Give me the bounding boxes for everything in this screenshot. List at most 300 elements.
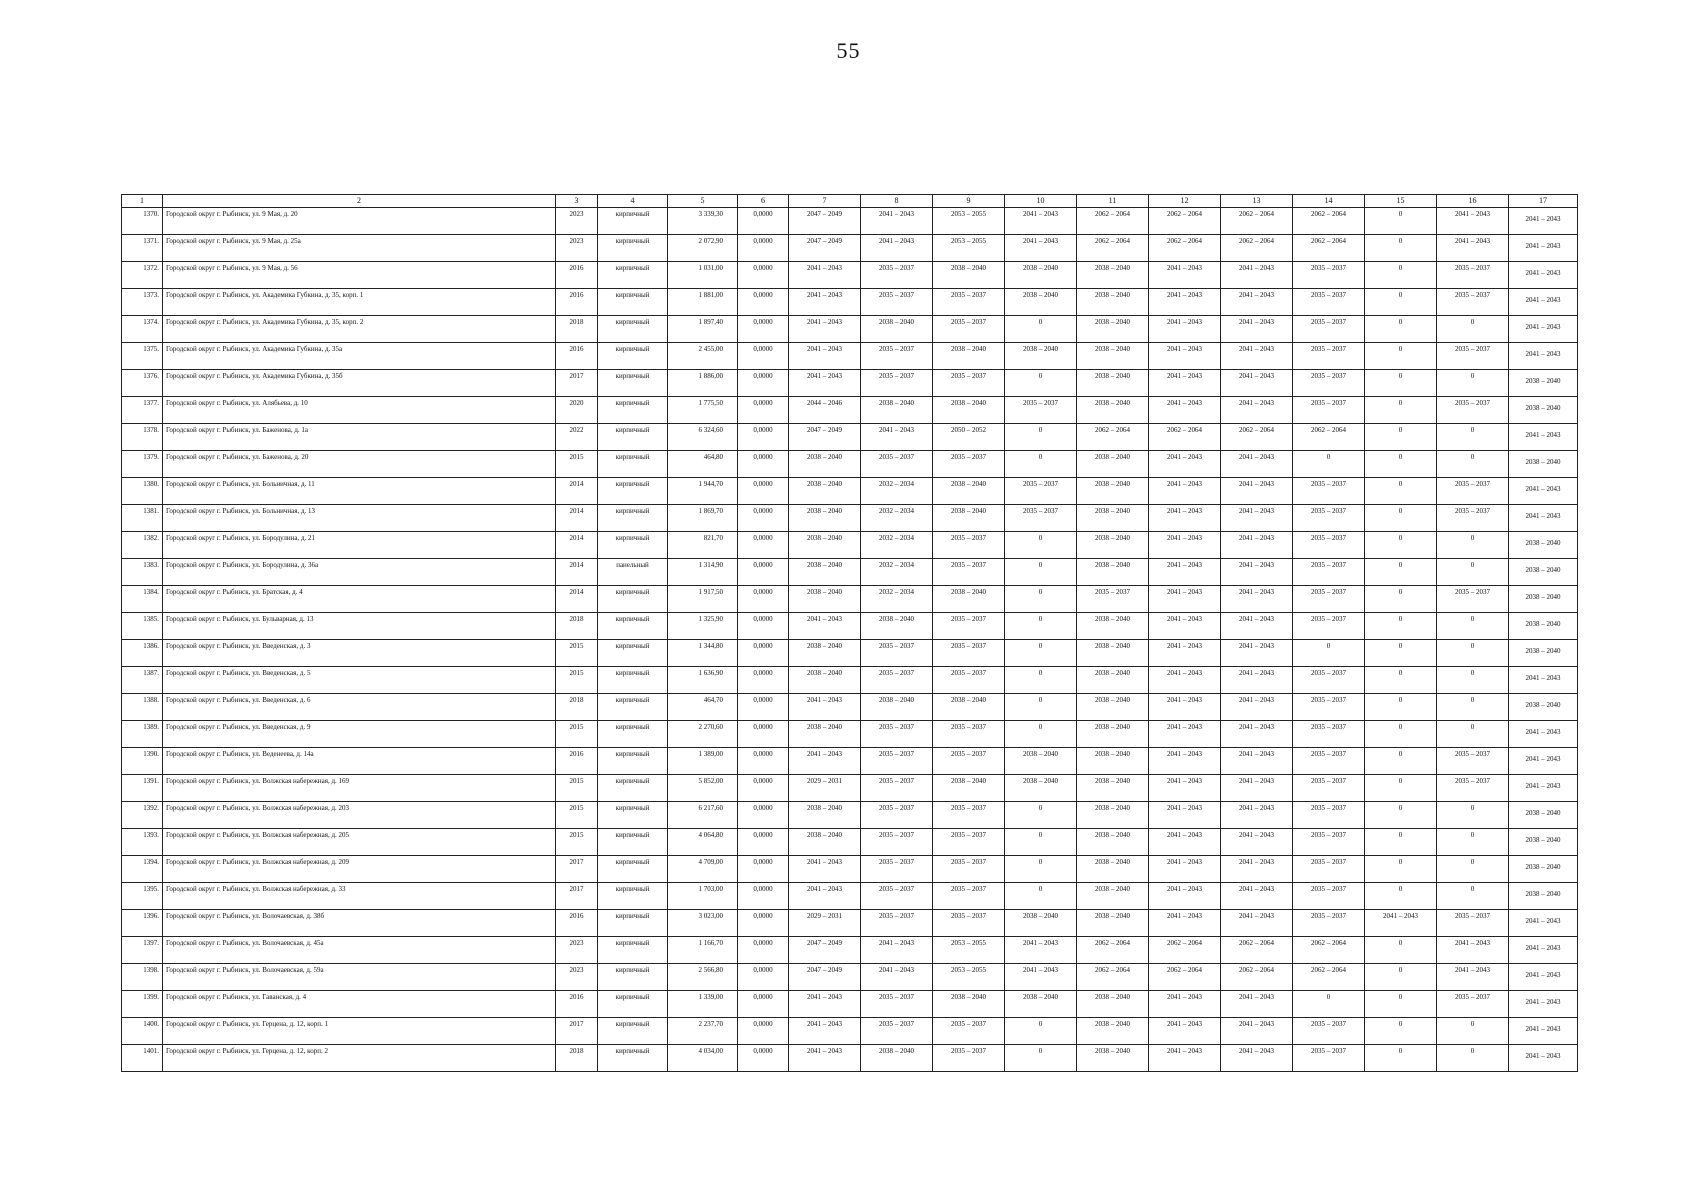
- col-15-cell: 0: [1365, 1018, 1437, 1045]
- address-cell: Городской округ г. Рыбинск, ул. Больничная, д. 11: [163, 478, 556, 505]
- wall-material-cell: кирпичный: [598, 613, 668, 640]
- col-11-cell: 2038 – 2040: [1077, 316, 1149, 343]
- year-cell: 2015: [556, 640, 598, 667]
- housing-schedule-table-container: [121, 194, 1578, 1072]
- col-16-cell: 0: [1437, 370, 1509, 397]
- col-6-cell: 0,0000: [738, 667, 789, 694]
- col-8-cell: 2035 – 2037: [861, 829, 933, 856]
- row-number-cell: 1376.: [122, 370, 163, 397]
- column-header-5: 5: [668, 195, 738, 208]
- address-cell: Городской округ г. Рыбинск, ул. Волжская набережная, д. 33: [163, 883, 556, 910]
- area-cell: 1 944,70: [668, 478, 738, 505]
- col-17-cell: 2041 – 2043: [1509, 235, 1578, 262]
- col-10-cell: 0: [1005, 424, 1077, 451]
- col-13-cell: 2062 – 2064: [1221, 424, 1293, 451]
- col-10-cell: 0: [1005, 640, 1077, 667]
- col-14-cell: 2035 – 2037: [1293, 883, 1365, 910]
- col-9-cell: 2035 – 2037: [933, 856, 1005, 883]
- table-row: [122, 343, 1578, 370]
- wall-material-cell: кирпичный: [598, 478, 668, 505]
- col-17-cell: 2038 – 2040: [1509, 829, 1578, 856]
- col-14-cell: 2035 – 2037: [1293, 586, 1365, 613]
- col-8-cell: 2035 – 2037: [861, 1018, 933, 1045]
- col-12-cell: 2041 – 2043: [1149, 748, 1221, 775]
- wall-material-cell: кирпичный: [598, 316, 668, 343]
- row-number-cell: 1387.: [122, 667, 163, 694]
- col-8-cell: 2041 – 2043: [861, 937, 933, 964]
- col-9-cell: 2035 – 2037: [933, 451, 1005, 478]
- col-16-cell: 2035 – 2037: [1437, 397, 1509, 424]
- col-9-cell: 2038 – 2040: [933, 775, 1005, 802]
- col-15-cell: 0: [1365, 991, 1437, 1018]
- row-number-cell: 1392.: [122, 802, 163, 829]
- col-8-cell: 2038 – 2040: [861, 316, 933, 343]
- area-cell: 821,70: [668, 532, 738, 559]
- wall-material-cell: кирпичный: [598, 964, 668, 991]
- col-9-cell: 2035 – 2037: [933, 721, 1005, 748]
- col-15-cell: 0: [1365, 640, 1437, 667]
- area-cell: 1 881,00: [668, 289, 738, 316]
- row-number-cell: 1372.: [122, 262, 163, 289]
- col-13-cell: 2041 – 2043: [1221, 721, 1293, 748]
- col-7-cell: 2038 – 2040: [789, 505, 861, 532]
- col-7-cell: 2038 – 2040: [789, 478, 861, 505]
- col-14-cell: 2035 – 2037: [1293, 775, 1365, 802]
- col-11-cell: 2038 – 2040: [1077, 829, 1149, 856]
- col-6-cell: 0,0000: [738, 910, 789, 937]
- row-number-cell: 1384.: [122, 586, 163, 613]
- area-cell: 2 270,60: [668, 721, 738, 748]
- wall-material-cell: кирпичный: [598, 505, 668, 532]
- table-row: [122, 586, 1578, 613]
- col-10-cell: 2035 – 2037: [1005, 397, 1077, 424]
- col-9-cell: 2038 – 2040: [933, 991, 1005, 1018]
- col-16-cell: 2035 – 2037: [1437, 775, 1509, 802]
- col-12-cell: 2062 – 2064: [1149, 424, 1221, 451]
- col-11-cell: 2038 – 2040: [1077, 721, 1149, 748]
- col-7-cell: 2038 – 2040: [789, 802, 861, 829]
- col-17-cell: 2038 – 2040: [1509, 802, 1578, 829]
- address-cell: Городской округ г. Рыбинск, ул. Академика Губкина, д. 35а: [163, 343, 556, 370]
- col-14-cell: 2062 – 2064: [1293, 208, 1365, 235]
- col-6-cell: 0,0000: [738, 505, 789, 532]
- col-16-cell: 2035 – 2037: [1437, 289, 1509, 316]
- area-cell: 4 034,00: [668, 1045, 738, 1072]
- col-8-cell: 2038 – 2040: [861, 1045, 933, 1072]
- column-header-3: 3: [556, 195, 598, 208]
- col-9-cell: 2038 – 2040: [933, 586, 1005, 613]
- address-cell: Городской округ г. Рыбинск, ул. Баженова, д. 20: [163, 451, 556, 478]
- col-12-cell: 2041 – 2043: [1149, 991, 1221, 1018]
- col-9-cell: 2035 – 2037: [933, 802, 1005, 829]
- col-7-cell: 2041 – 2043: [789, 748, 861, 775]
- col-8-cell: 2035 – 2037: [861, 748, 933, 775]
- table-row: [122, 694, 1578, 721]
- area-cell: 1 897,40: [668, 316, 738, 343]
- col-16-cell: 0: [1437, 316, 1509, 343]
- col-7-cell: 2041 – 2043: [789, 694, 861, 721]
- col-7-cell: 2038 – 2040: [789, 721, 861, 748]
- col-6-cell: 0,0000: [738, 316, 789, 343]
- col-7-cell: 2041 – 2043: [789, 613, 861, 640]
- address-cell: Городской округ г. Рыбинск, ул. Волжская набережная, д. 205: [163, 829, 556, 856]
- year-cell: 2016: [556, 289, 598, 316]
- col-11-cell: 2038 – 2040: [1077, 640, 1149, 667]
- row-number-cell: 1398.: [122, 964, 163, 991]
- area-cell: 2 566,80: [668, 964, 738, 991]
- year-cell: 2015: [556, 829, 598, 856]
- col-8-cell: 2038 – 2040: [861, 613, 933, 640]
- col-11-cell: 2038 – 2040: [1077, 289, 1149, 316]
- col-9-cell: 2035 – 2037: [933, 532, 1005, 559]
- year-cell: 2016: [556, 910, 598, 937]
- row-number-cell: 1375.: [122, 343, 163, 370]
- row-number-cell: 1395.: [122, 883, 163, 910]
- col-11-cell: 2038 – 2040: [1077, 694, 1149, 721]
- col-14-cell: 2035 – 2037: [1293, 694, 1365, 721]
- col-7-cell: 2041 – 2043: [789, 883, 861, 910]
- row-number-cell: 1389.: [122, 721, 163, 748]
- table-row: [122, 208, 1578, 235]
- col-14-cell: 2035 – 2037: [1293, 397, 1365, 424]
- col-7-cell: 2038 – 2040: [789, 451, 861, 478]
- area-cell: 1 703,00: [668, 883, 738, 910]
- col-11-cell: 2038 – 2040: [1077, 532, 1149, 559]
- col-15-cell: 0: [1365, 451, 1437, 478]
- col-7-cell: 2041 – 2043: [789, 316, 861, 343]
- col-7-cell: 2047 – 2049: [789, 208, 861, 235]
- col-6-cell: 0,0000: [738, 208, 789, 235]
- wall-material-cell: кирпичный: [598, 343, 668, 370]
- col-14-cell: 2062 – 2064: [1293, 235, 1365, 262]
- col-6-cell: 0,0000: [738, 424, 789, 451]
- row-number-cell: 1391.: [122, 775, 163, 802]
- housing-schedule-table: [121, 194, 1578, 1072]
- col-14-cell: 2035 – 2037: [1293, 910, 1365, 937]
- col-16-cell: 0: [1437, 613, 1509, 640]
- table-row: [122, 532, 1578, 559]
- wall-material-cell: кирпичный: [598, 586, 668, 613]
- col-10-cell: 0: [1005, 559, 1077, 586]
- year-cell: 2017: [556, 856, 598, 883]
- area-cell: 1 314,90: [668, 559, 738, 586]
- col-17-cell: 2038 – 2040: [1509, 856, 1578, 883]
- col-12-cell: 2041 – 2043: [1149, 667, 1221, 694]
- col-17-cell: 2041 – 2043: [1509, 667, 1578, 694]
- col-15-cell: 0: [1365, 424, 1437, 451]
- col-17-cell: 2041 – 2043: [1509, 316, 1578, 343]
- col-17-cell: 2041 – 2043: [1509, 910, 1578, 937]
- col-15-cell: 0: [1365, 235, 1437, 262]
- col-6-cell: 0,0000: [738, 1045, 789, 1072]
- wall-material-cell: кирпичный: [598, 910, 668, 937]
- wall-material-cell: кирпичный: [598, 775, 668, 802]
- col-8-cell: 2035 – 2037: [861, 370, 933, 397]
- area-cell: 1 031,00: [668, 262, 738, 289]
- col-8-cell: 2041 – 2043: [861, 964, 933, 991]
- col-9-cell: 2035 – 2037: [933, 370, 1005, 397]
- wall-material-cell: кирпичный: [598, 370, 668, 397]
- col-16-cell: 2041 – 2043: [1437, 937, 1509, 964]
- col-10-cell: 0: [1005, 721, 1077, 748]
- column-header-4: 4: [598, 195, 668, 208]
- col-17-cell: 2041 – 2043: [1509, 1018, 1578, 1045]
- col-11-cell: 2038 – 2040: [1077, 478, 1149, 505]
- col-17-cell: 2041 – 2043: [1509, 478, 1578, 505]
- col-9-cell: 2053 – 2055: [933, 208, 1005, 235]
- table-row: [122, 1018, 1578, 1045]
- col-14-cell: 2035 – 2037: [1293, 748, 1365, 775]
- area-cell: 1 636,90: [668, 667, 738, 694]
- year-cell: 2023: [556, 235, 598, 262]
- col-7-cell: 2041 – 2043: [789, 343, 861, 370]
- col-13-cell: 2041 – 2043: [1221, 262, 1293, 289]
- col-6-cell: 0,0000: [738, 802, 789, 829]
- col-14-cell: 2035 – 2037: [1293, 667, 1365, 694]
- year-cell: 2023: [556, 937, 598, 964]
- col-17-cell: 2041 – 2043: [1509, 1045, 1578, 1072]
- col-9-cell: 2038 – 2040: [933, 343, 1005, 370]
- col-6-cell: 0,0000: [738, 532, 789, 559]
- row-number-cell: 1380.: [122, 478, 163, 505]
- column-header-1: 1: [122, 195, 163, 208]
- table-row: [122, 640, 1578, 667]
- year-cell: 2015: [556, 667, 598, 694]
- col-9-cell: 2035 – 2037: [933, 883, 1005, 910]
- col-14-cell: 2035 – 2037: [1293, 289, 1365, 316]
- column-header-17: 17: [1509, 195, 1578, 208]
- col-9-cell: 2035 – 2037: [933, 640, 1005, 667]
- col-16-cell: 2035 – 2037: [1437, 748, 1509, 775]
- col-9-cell: 2035 – 2037: [933, 1018, 1005, 1045]
- col-7-cell: 2038 – 2040: [789, 532, 861, 559]
- row-number-cell: 1379.: [122, 451, 163, 478]
- address-cell: Городской округ г. Рыбинск, ул. Введенская, д. 3: [163, 640, 556, 667]
- area-cell: 1 389,00: [668, 748, 738, 775]
- col-9-cell: 2053 – 2055: [933, 964, 1005, 991]
- col-7-cell: 2041 – 2043: [789, 289, 861, 316]
- area-cell: 1 339,00: [668, 991, 738, 1018]
- col-13-cell: 2041 – 2043: [1221, 748, 1293, 775]
- col-13-cell: 2041 – 2043: [1221, 667, 1293, 694]
- col-6-cell: 0,0000: [738, 883, 789, 910]
- address-cell: Городской округ г. Рыбинск, ул. Волжская набережная, д. 169: [163, 775, 556, 802]
- year-cell: 2023: [556, 208, 598, 235]
- col-14-cell: 0: [1293, 640, 1365, 667]
- address-cell: Городской округ г. Рыбинск, ул. 9 Мая, д. 56: [163, 262, 556, 289]
- table-row: [122, 721, 1578, 748]
- col-11-cell: 2062 – 2064: [1077, 235, 1149, 262]
- col-10-cell: 0: [1005, 883, 1077, 910]
- col-9-cell: 2038 – 2040: [933, 478, 1005, 505]
- col-7-cell: 2047 – 2049: [789, 235, 861, 262]
- col-13-cell: 2041 – 2043: [1221, 640, 1293, 667]
- col-9-cell: 2035 – 2037: [933, 316, 1005, 343]
- area-cell: 464,70: [668, 694, 738, 721]
- address-cell: Городской округ г. Рыбинск, ул. Академика Губкина, д. 35, корп. 1: [163, 289, 556, 316]
- col-12-cell: 2041 – 2043: [1149, 856, 1221, 883]
- col-15-cell: 0: [1365, 748, 1437, 775]
- col-15-cell: 0: [1365, 559, 1437, 586]
- col-13-cell: 2041 – 2043: [1221, 883, 1293, 910]
- col-10-cell: 2041 – 2043: [1005, 964, 1077, 991]
- row-number-cell: 1399.: [122, 991, 163, 1018]
- col-16-cell: 2035 – 2037: [1437, 991, 1509, 1018]
- table-row: [122, 451, 1578, 478]
- col-17-cell: 2038 – 2040: [1509, 613, 1578, 640]
- address-cell: Городской округ г. Рыбинск, ул. Волочаевская, д. 45а: [163, 937, 556, 964]
- col-8-cell: 2038 – 2040: [861, 397, 933, 424]
- col-16-cell: 0: [1437, 667, 1509, 694]
- col-10-cell: 0: [1005, 586, 1077, 613]
- col-10-cell: 0: [1005, 856, 1077, 883]
- col-9-cell: 2038 – 2040: [933, 397, 1005, 424]
- col-14-cell: 2035 – 2037: [1293, 613, 1365, 640]
- area-cell: 5 852,00: [668, 775, 738, 802]
- table-row: [122, 802, 1578, 829]
- col-14-cell: 2035 – 2037: [1293, 721, 1365, 748]
- col-16-cell: 2035 – 2037: [1437, 478, 1509, 505]
- col-8-cell: 2035 – 2037: [861, 289, 933, 316]
- table-row: [122, 559, 1578, 586]
- col-11-cell: 2038 – 2040: [1077, 613, 1149, 640]
- col-17-cell: 2038 – 2040: [1509, 451, 1578, 478]
- col-17-cell: 2038 – 2040: [1509, 694, 1578, 721]
- col-8-cell: 2035 – 2037: [861, 883, 933, 910]
- table-row: [122, 397, 1578, 424]
- col-7-cell: 2038 – 2040: [789, 667, 861, 694]
- col-12-cell: 2041 – 2043: [1149, 397, 1221, 424]
- row-number-cell: 1383.: [122, 559, 163, 586]
- col-15-cell: 0: [1365, 262, 1437, 289]
- col-6-cell: 0,0000: [738, 370, 789, 397]
- col-17-cell: 2041 – 2043: [1509, 262, 1578, 289]
- table-row: [122, 370, 1578, 397]
- column-header-16: 16: [1437, 195, 1509, 208]
- col-17-cell: 2038 – 2040: [1509, 586, 1578, 613]
- col-6-cell: 0,0000: [738, 964, 789, 991]
- col-13-cell: 2041 – 2043: [1221, 910, 1293, 937]
- col-17-cell: 2041 – 2043: [1509, 721, 1578, 748]
- column-header-9: 9: [933, 195, 1005, 208]
- col-10-cell: 0: [1005, 451, 1077, 478]
- col-9-cell: 2038 – 2040: [933, 694, 1005, 721]
- area-cell: 1 344,80: [668, 640, 738, 667]
- col-17-cell: 2041 – 2043: [1509, 289, 1578, 316]
- address-cell: Городской округ г. Рыбинск, ул. Веденеева, д. 14а: [163, 748, 556, 775]
- col-16-cell: 0: [1437, 802, 1509, 829]
- col-13-cell: 2041 – 2043: [1221, 532, 1293, 559]
- col-15-cell: 0: [1365, 343, 1437, 370]
- col-17-cell: 2038 – 2040: [1509, 883, 1578, 910]
- col-12-cell: 2041 – 2043: [1149, 910, 1221, 937]
- col-7-cell: 2038 – 2040: [789, 586, 861, 613]
- col-9-cell: 2038 – 2040: [933, 505, 1005, 532]
- col-10-cell: 2041 – 2043: [1005, 937, 1077, 964]
- address-cell: Городской округ г. Рыбинск, ул. Введенская, д. 5: [163, 667, 556, 694]
- col-15-cell: 0: [1365, 937, 1437, 964]
- col-12-cell: 2041 – 2043: [1149, 478, 1221, 505]
- col-10-cell: 0: [1005, 694, 1077, 721]
- col-10-cell: 0: [1005, 613, 1077, 640]
- area-cell: 1 166,70: [668, 937, 738, 964]
- col-15-cell: 0: [1365, 721, 1437, 748]
- col-8-cell: 2038 – 2040: [861, 694, 933, 721]
- col-12-cell: 2041 – 2043: [1149, 586, 1221, 613]
- area-cell: 1 869,70: [668, 505, 738, 532]
- area-cell: 1 775,50: [668, 397, 738, 424]
- col-14-cell: 0: [1293, 451, 1365, 478]
- col-16-cell: 0: [1437, 559, 1509, 586]
- address-cell: Городской округ г. Рыбинск, ул. 9 Мая, д. 25а: [163, 235, 556, 262]
- col-12-cell: 2041 – 2043: [1149, 802, 1221, 829]
- col-11-cell: 2038 – 2040: [1077, 559, 1149, 586]
- area-cell: 2 455,00: [668, 343, 738, 370]
- col-17-cell: 2041 – 2043: [1509, 343, 1578, 370]
- col-11-cell: 2038 – 2040: [1077, 775, 1149, 802]
- wall-material-cell: кирпичный: [598, 397, 668, 424]
- col-14-cell: 2035 – 2037: [1293, 316, 1365, 343]
- area-cell: 1 917,50: [668, 586, 738, 613]
- col-10-cell: 0: [1005, 316, 1077, 343]
- row-number-cell: 1386.: [122, 640, 163, 667]
- col-15-cell: 0: [1365, 208, 1437, 235]
- year-cell: 2017: [556, 370, 598, 397]
- col-15-cell: 0: [1365, 856, 1437, 883]
- col-13-cell: 2041 – 2043: [1221, 991, 1293, 1018]
- col-6-cell: 0,0000: [738, 694, 789, 721]
- address-cell: Городской округ г. Рыбинск, ул. Баженова, д. 1а: [163, 424, 556, 451]
- year-cell: 2015: [556, 721, 598, 748]
- year-cell: 2018: [556, 613, 598, 640]
- wall-material-cell: кирпичный: [598, 640, 668, 667]
- col-12-cell: 2041 – 2043: [1149, 262, 1221, 289]
- col-17-cell: 2041 – 2043: [1509, 937, 1578, 964]
- table-row: [122, 991, 1578, 1018]
- col-12-cell: 2041 – 2043: [1149, 613, 1221, 640]
- col-14-cell: 2062 – 2064: [1293, 937, 1365, 964]
- col-8-cell: 2035 – 2037: [861, 910, 933, 937]
- col-12-cell: 2041 – 2043: [1149, 1018, 1221, 1045]
- col-12-cell: 2041 – 2043: [1149, 316, 1221, 343]
- col-6-cell: 0,0000: [738, 937, 789, 964]
- col-12-cell: 2041 – 2043: [1149, 1045, 1221, 1072]
- col-7-cell: 2047 – 2049: [789, 937, 861, 964]
- col-16-cell: 2035 – 2037: [1437, 505, 1509, 532]
- col-6-cell: 0,0000: [738, 235, 789, 262]
- col-17-cell: 2041 – 2043: [1509, 424, 1578, 451]
- col-13-cell: 2041 – 2043: [1221, 397, 1293, 424]
- col-17-cell: 2041 – 2043: [1509, 991, 1578, 1018]
- row-number-cell: 1382.: [122, 532, 163, 559]
- table-row: [122, 910, 1578, 937]
- column-header-2: 2: [163, 195, 556, 208]
- col-13-cell: 2062 – 2064: [1221, 208, 1293, 235]
- table-body: [122, 208, 1578, 1072]
- col-14-cell: 2035 – 2037: [1293, 262, 1365, 289]
- wall-material-cell: кирпичный: [598, 991, 668, 1018]
- col-13-cell: 2041 – 2043: [1221, 775, 1293, 802]
- col-12-cell: 2062 – 2064: [1149, 937, 1221, 964]
- col-11-cell: 2038 – 2040: [1077, 910, 1149, 937]
- address-cell: Городской округ г. Рыбинск, ул. Гаванская, д. 4: [163, 991, 556, 1018]
- address-cell: Городской округ г. Рыбинск, ул. Герцена, д. 12, корп. 2: [163, 1045, 556, 1072]
- col-15-cell: 0: [1365, 694, 1437, 721]
- year-cell: 2018: [556, 1045, 598, 1072]
- col-15-cell: 0: [1365, 505, 1437, 532]
- col-11-cell: 2038 – 2040: [1077, 397, 1149, 424]
- table-row: [122, 289, 1578, 316]
